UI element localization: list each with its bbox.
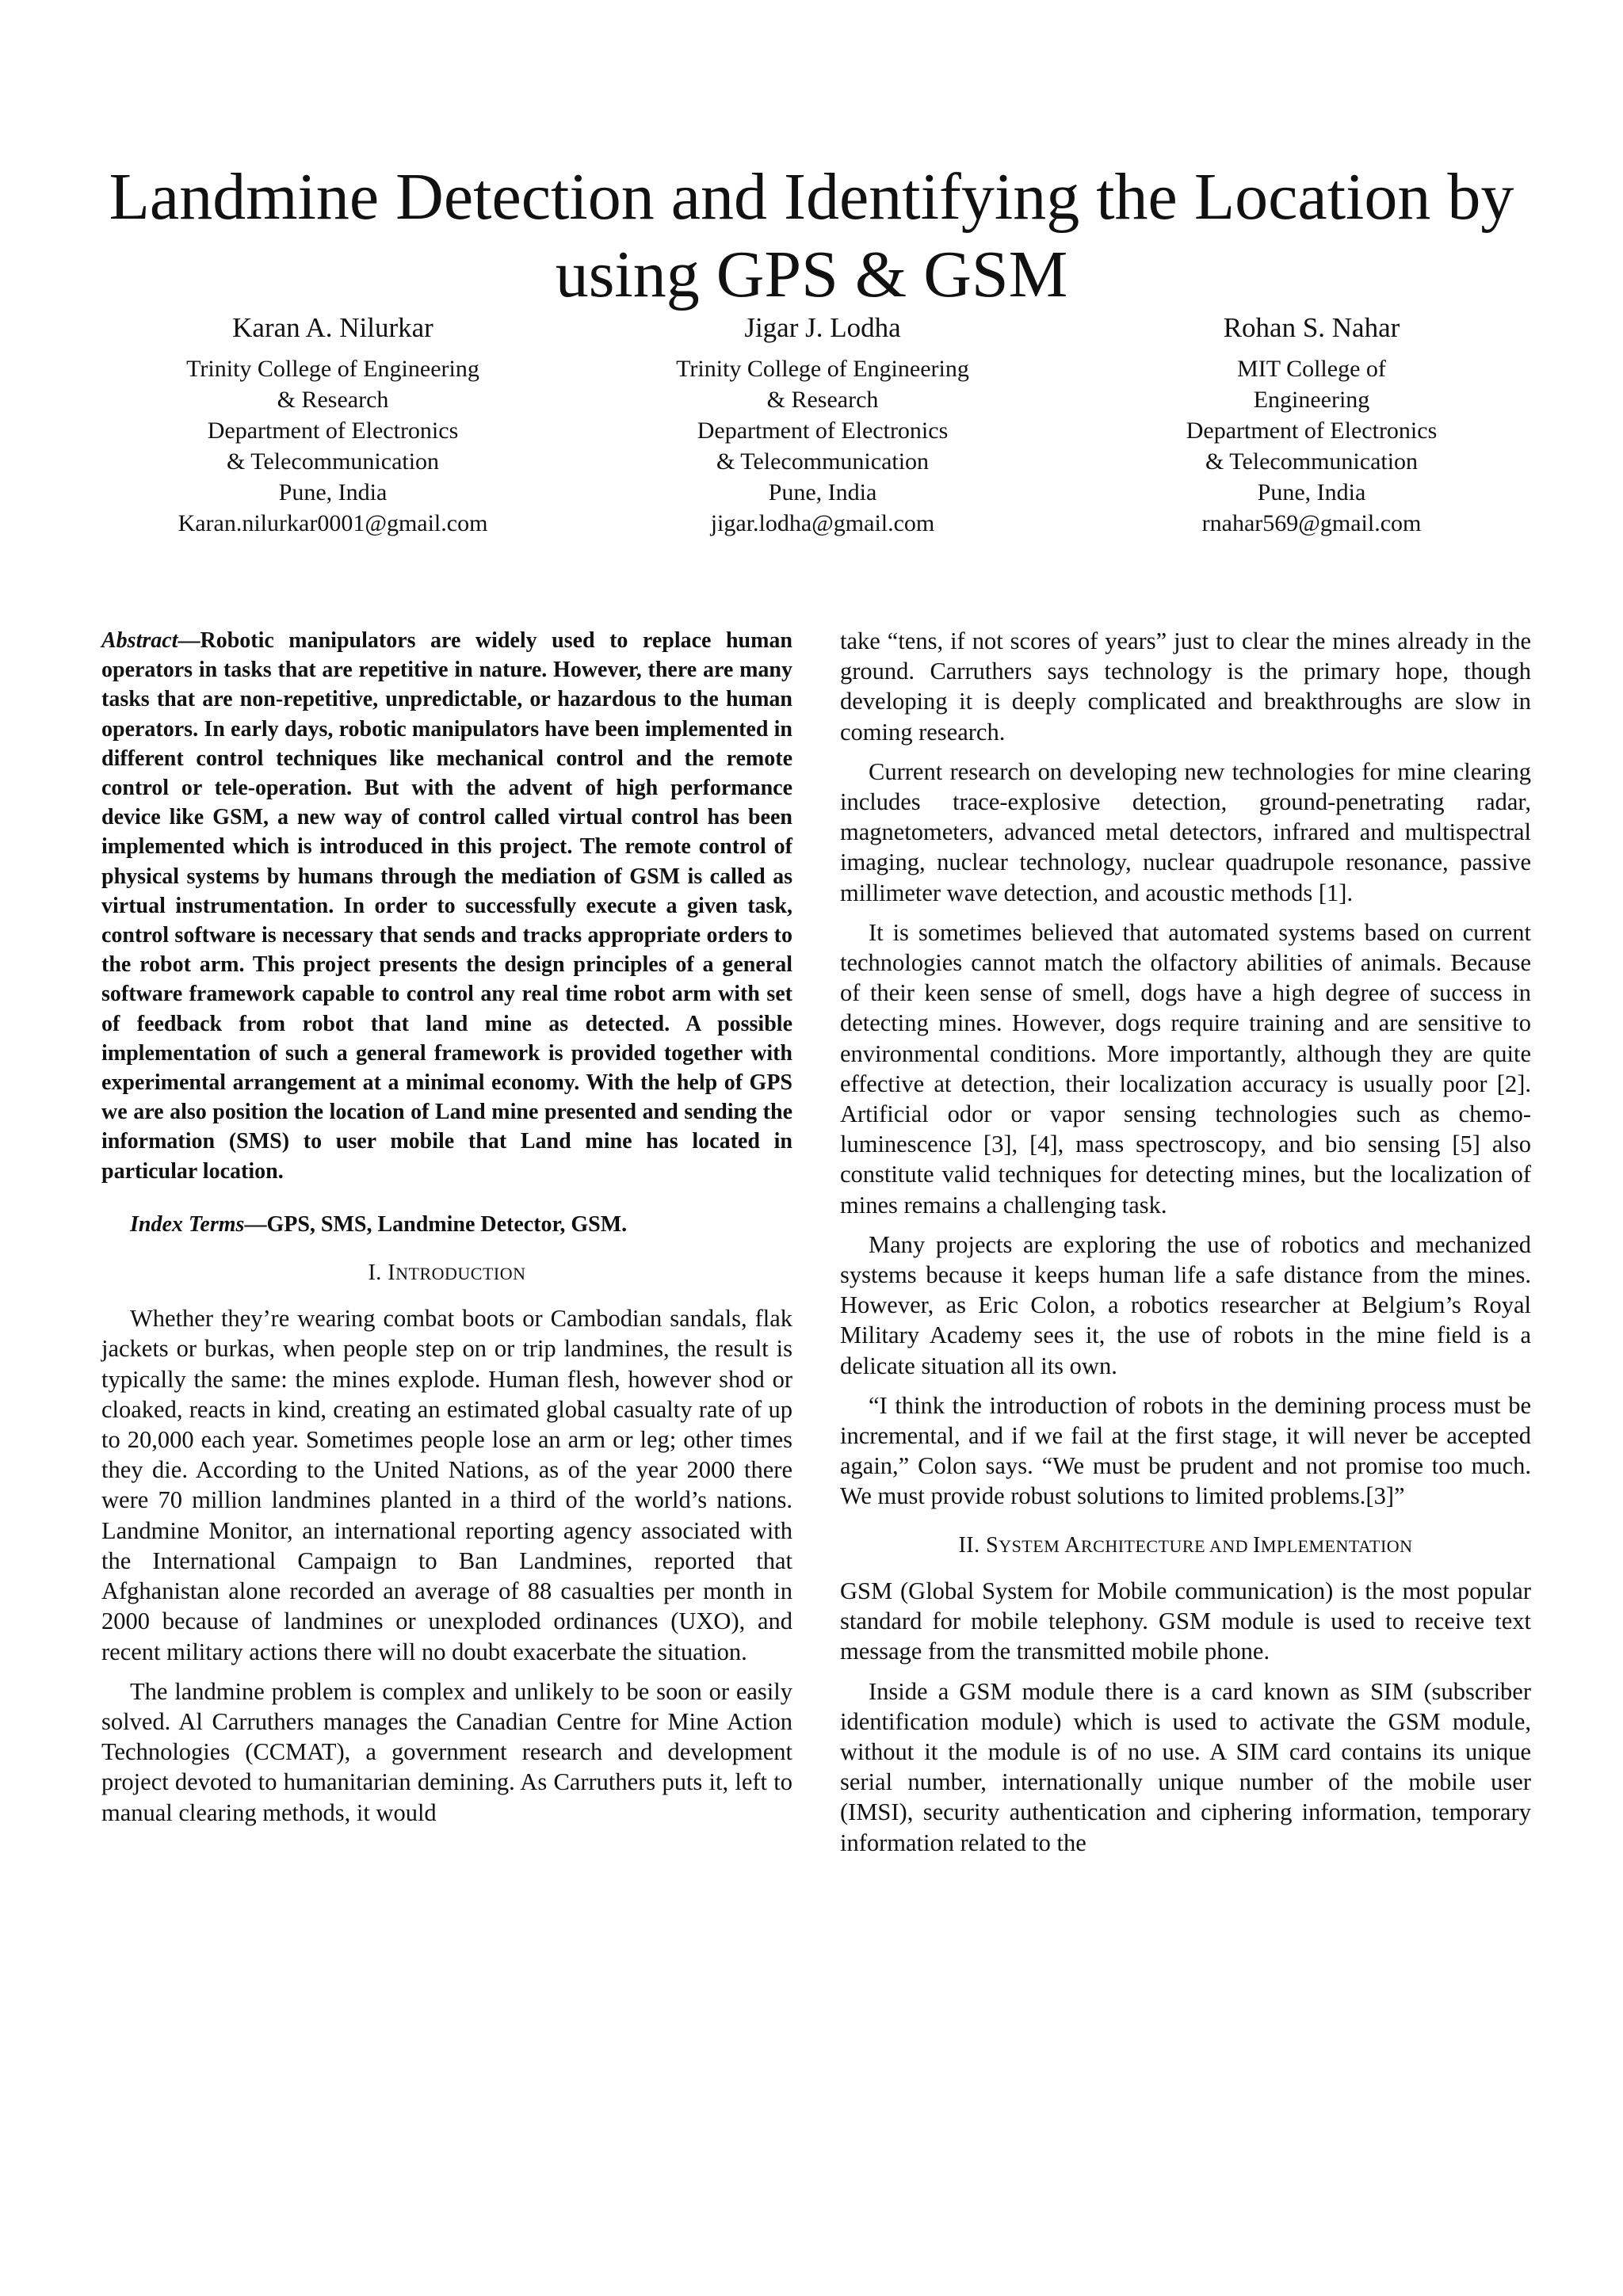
body-paragraph-4: Many projects are exploring the use of robotics and mechanized systems because it keeps human life a safe distance from the mines. However, as Eric Colon, a robotics researcher at Belgium’s Royal Military Academy sees it, the use of robots in the mine field is a delicate situation all its own.: [840, 1230, 1531, 1379]
affiliation-line: & Telecommunication: [1205, 448, 1419, 475]
affiliation-line: Department of Electronics: [697, 418, 949, 444]
index-terms-label: Index Terms: [130, 1211, 245, 1237]
abstract-text: —Robotic manipulators are widely used to replace human operators in tasks that are repetitive in nature. However, there are many tasks that are non-repetitive, unpredictable, or hazardous to the human operators. In early days, robotic manipulators have been implemented in different control techniques like mechanical control and the remote control or tele-operation. But with the advent of high performance device like GSM, a new way of control called virtual control has been implemented which is introduced in this project. The remote control of physical systems by humans through the mediation of GSM is called as virtual instrumentation. In order to successfully execute a given task, control software is necessary that sends and tracks appropriate orders to the robot arm. This project presents the design principles of a general software framework capable to control any real time robot arm with set of feedback from robot that land mine as detected. A possible implementation of such a general framework is provided together with experimental arrangement at a minimal economy. With the help of GPS we are also position the location of Land mine presented and sending the information (SMS) to user mobile that Land mine has located in particular location.: [101, 628, 792, 1184]
body-paragraph-6: GSM (Global System for Mobile communication) is the most popular standard for mobile telephony. GSM module is used to receive text message from the transmitted mobile phone.: [840, 1577, 1531, 1665]
author-3: [1090, 311, 1533, 539]
affiliation-line: Pune, India: [768, 479, 877, 505]
title-line-1: Landmine Detection and Identifying the Location by: [109, 160, 1514, 234]
affiliation-line: Engineering: [1253, 387, 1370, 413]
section-heading-introduction: I. INTRODUCTION: [368, 1261, 526, 1286]
author-email[interactable]: jigar.lodha@gmail.com: [710, 510, 935, 536]
affiliation-line: & Telecommunication: [226, 448, 440, 475]
abstract: [101, 626, 792, 1186]
author-email[interactable]: rnahar569@gmail.com: [1201, 510, 1422, 536]
author-name: Jigar J. Lodha: [744, 312, 901, 343]
title-line-2: using GPS & GSM: [555, 238, 1068, 311]
right-column: [840, 626, 1531, 1858]
left-column: [101, 626, 792, 1828]
index-terms: [101, 1210, 792, 1239]
affiliation-line: Pune, India: [1257, 479, 1366, 505]
body-paragraph-5: “I think the introduction of robots in the demining process must be incremental, and if we fail at the first stage, it will never be accepted again,” Colon says. “We must be prudent and not promise too much. We must provide robust solutions to limited problems.[3]”: [840, 1391, 1531, 1510]
body-paragraph-1: take “tens, if not scores of years” just to clear the mines already in the ground. Carruthers says technology is the primary hope, though developing it is deeply complicated and breakthroughs are slow in coming research.: [840, 627, 1531, 746]
author-block: [0, 311, 1623, 548]
intro-paragraph-2: The landmine problem is complex and unlikely to be soon or easily solved. Al Carruthers manages the Canadian Centre for Mine Action Technologies (CCMAT), a government research and development project devoted to humanitarian demining. As Carruthers puts it, left to manual clearing methods, it would: [101, 1677, 792, 1826]
section-heading-system-architecture: II. SYSTEM ARCHITECTURE AND IMPLEMENTATION: [958, 1532, 1413, 1558]
affiliation-line: Department of Electronics: [1186, 418, 1438, 444]
affiliation-line: & Telecommunication: [716, 448, 930, 475]
intro-paragraph-1: Whether they’re wearing combat boots or Cambodian sandals, flak jackets or burkas, when people step on or trip landmines, the result is typically the same: the mines explode. Human flesh, however shod or cloaked, reacts in kind, creating an estimated global casualty rate of up to 20,000 each year. Sometimes people lose an arm or leg; other times they die. According to the United Nations, as of the year 2000 there were 70 million landmines planted in a third of the world’s nations. Landmine Monitor, an international reporting agency associated with the International Campaign to Ban Landmines, reported that Afghanistan alone recorded an average of 88 casualties per month in 2000 because of landmines or unexploded ordinances (UXO), and recent military actions there will no doubt exacerbate the situation.: [101, 1305, 792, 1665]
author-affiliation: [1090, 353, 1533, 539]
author-name: Karan A. Nilurkar: [232, 312, 433, 343]
author-affiliation: [111, 353, 555, 539]
affiliation-line: & Research: [766, 387, 879, 413]
index-terms-text: —GPS, SMS, Landmine Detector, GSM.: [244, 1211, 628, 1237]
body-paragraph-3: It is sometimes believed that automated systems based on current technologies cannot match the olfactory abilities of animals. Because of their keen sense of smell, dogs have a high degree of success in detecting mines. However, dogs require training and are sensitive to environmental conditions. More importantly, although they are quite effective at detection, their localization accuracy is usually poor [2]. Artificial odor or vapor sensing technologies such as chemo-luminescence [3], [4], mass spectroscopy, and bio sensing [5] also constitute valid techniques for detecting mines, but the localization of mines remains a challenging task.: [840, 918, 1531, 1219]
affiliation-line: & Research: [277, 387, 389, 413]
body-paragraph-2: Current research on developing new technologies for mine clearing includes trace-explosive detection, ground-penetrating radar, magnetometers, advanced metal detectors, infrared and multispectral imaging, nuclear technology, nuclear quadrupole resonance, passive millimeter wave detection, and acoustic methods [1].: [840, 757, 1531, 906]
author-2: [601, 311, 1044, 539]
affiliation-line: Trinity College of Engineering: [186, 356, 479, 382]
author-name: Rohan S. Nahar: [1223, 312, 1400, 343]
abstract-label: Abstract: [101, 628, 178, 653]
paper-title: [79, 158, 1544, 314]
author-1: [111, 311, 555, 539]
affiliation-line: Department of Electronics: [207, 418, 459, 444]
affiliation-line: MIT College of: [1237, 356, 1386, 382]
affiliation-line: Trinity College of Engineering: [676, 356, 969, 382]
body-paragraph-7: Inside a GSM module there is a card known as SIM (subscriber identification module) which is used to activate the GSM module, without it the module is of no use. A SIM card contains its unique serial number, internationally unique number of the mobile user (IMSI), security authentication and ciphering information, temporary information related to the: [840, 1677, 1531, 1856]
affiliation-line: Pune, India: [278, 479, 388, 505]
author-email[interactable]: Karan.nilurkar0001@gmail.com: [178, 510, 488, 536]
author-affiliation: [601, 353, 1044, 539]
